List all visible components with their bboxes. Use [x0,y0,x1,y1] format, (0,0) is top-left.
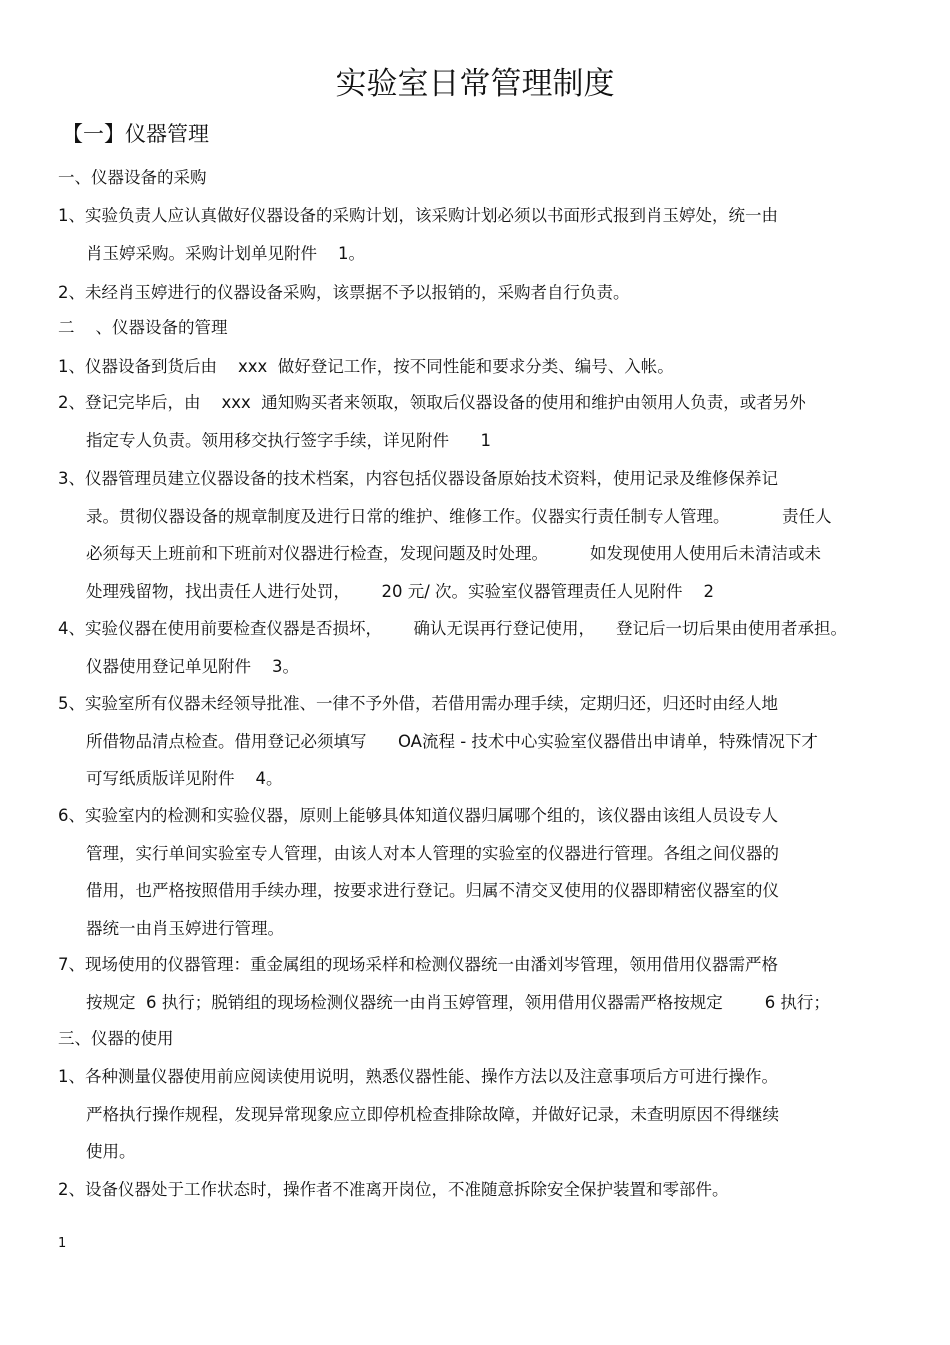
page-number: 1 [58,1236,67,1251]
page-title: 实验室日常管理制度 [335,66,615,102]
paragraph-usage-2: 2、设备仪器处于工作状态时，操作者不准离开岗位，不准随意拆除安全保护装置和零部件。 [58,1180,729,1199]
subheading-usage: 三、仪器的使用 [58,1029,174,1048]
paragraph-management-4: 4、实验仪器在使用前要检查仪器是否损坏， 确认无误再行登记使用， 登记后一切后果由使用者承担。 仪器使用登记单见附件 3。 [58,619,847,676]
paragraph-procurement-2: 2、未经肖玉婷进行的仪器设备采购，该票据不予以报销的，采购者自行负责。 [58,283,630,302]
paragraph-management-2: 2、登记完毕后，由 xxx 通知购买者来领取，领取后仪器设备的使用和维护由领用人负责，或者另外 指定专人负责。领用移交执行签字手续，详见附件 1 [58,393,806,450]
subheading-procurement: 一、仪器设备的采购 [58,168,207,187]
paragraph-management-3: 3、仪器管理员建立仪器设备的技术档案，内容包括仪器设备原始技术资料，使用记录及维修保养记 录。贯彻仪器设备的规章制度及进行日常的维护、维修工作。仪器实行责任制专人管理。 责任人 必须每天上班前和下班前对仪器进行检查，发现问题及时处理。 如发现使用人使用后未清洁或未 处理残留物，找出责任人进行处罚， 20 元/ 次。实验室仪器管理责任人见附件 2 [58,469,832,601]
paragraph-procurement-1: 1、实验负责人应认真做好仪器设备的采购计划，该采购计划必须以书面形式报到肖玉婷处，统一由 肖玉婷采购。采购计划单见附件 1。 [58,206,778,263]
subheading-management: 二 、仪器设备的管理 [58,318,228,337]
section-heading: 【一】仪器管理 [62,122,209,146]
paragraph-management-7: 7、现场使用的仪器管理：重金属组的现场采样和检测仪器统一由潘刘岑管理，领用借用仪器需严格 按规定 6 执行；脱销组的现场检测仪器统一由肖玉婷管理，领用借用仪器需严格按规定 6 执行； [58,955,830,1012]
paragraph-management-6: 6、实验室内的检测和实验仪器，原则上能够具体知道仪器归属哪个组的，该仪器由该组人员设专人 管理，实行单间实验室专人管理，由该人对本人管理的实验室的仪器进行管理。各组之间仪器的 借用，也严格按照借用手续办理，按要求进行登记。归属不清交叉使用的仪器即精密仪器室的仪 器统一由肖玉婷进行管理。 [58,806,779,938]
paragraph-management-1: 1、仪器设备到货后由 xxx 做好登记工作，按不同性能和要求分类、编号、入帐。 [58,357,674,376]
paragraph-usage-1: 1、各种测量仪器使用前应阅读使用说明，熟悉仪器性能、操作方法以及注意事项后方可进行操作。 严格执行操作规程，发现异常现象应立即停机检查排除故障，并做好记录，未查明原因不得继续 使用。 [58,1067,779,1161]
paragraph-management-5: 5、实验室所有仪器未经领导批准、一律不予外借，若借用需办理手续，定期归还，归还时由经人地 所借物品清点检查。借用登记必须填写 OA流程 - 技术中心实验室仪器借出申请单，特殊情况下才 可写纸质版详见附件 4。 [58,694,818,788]
